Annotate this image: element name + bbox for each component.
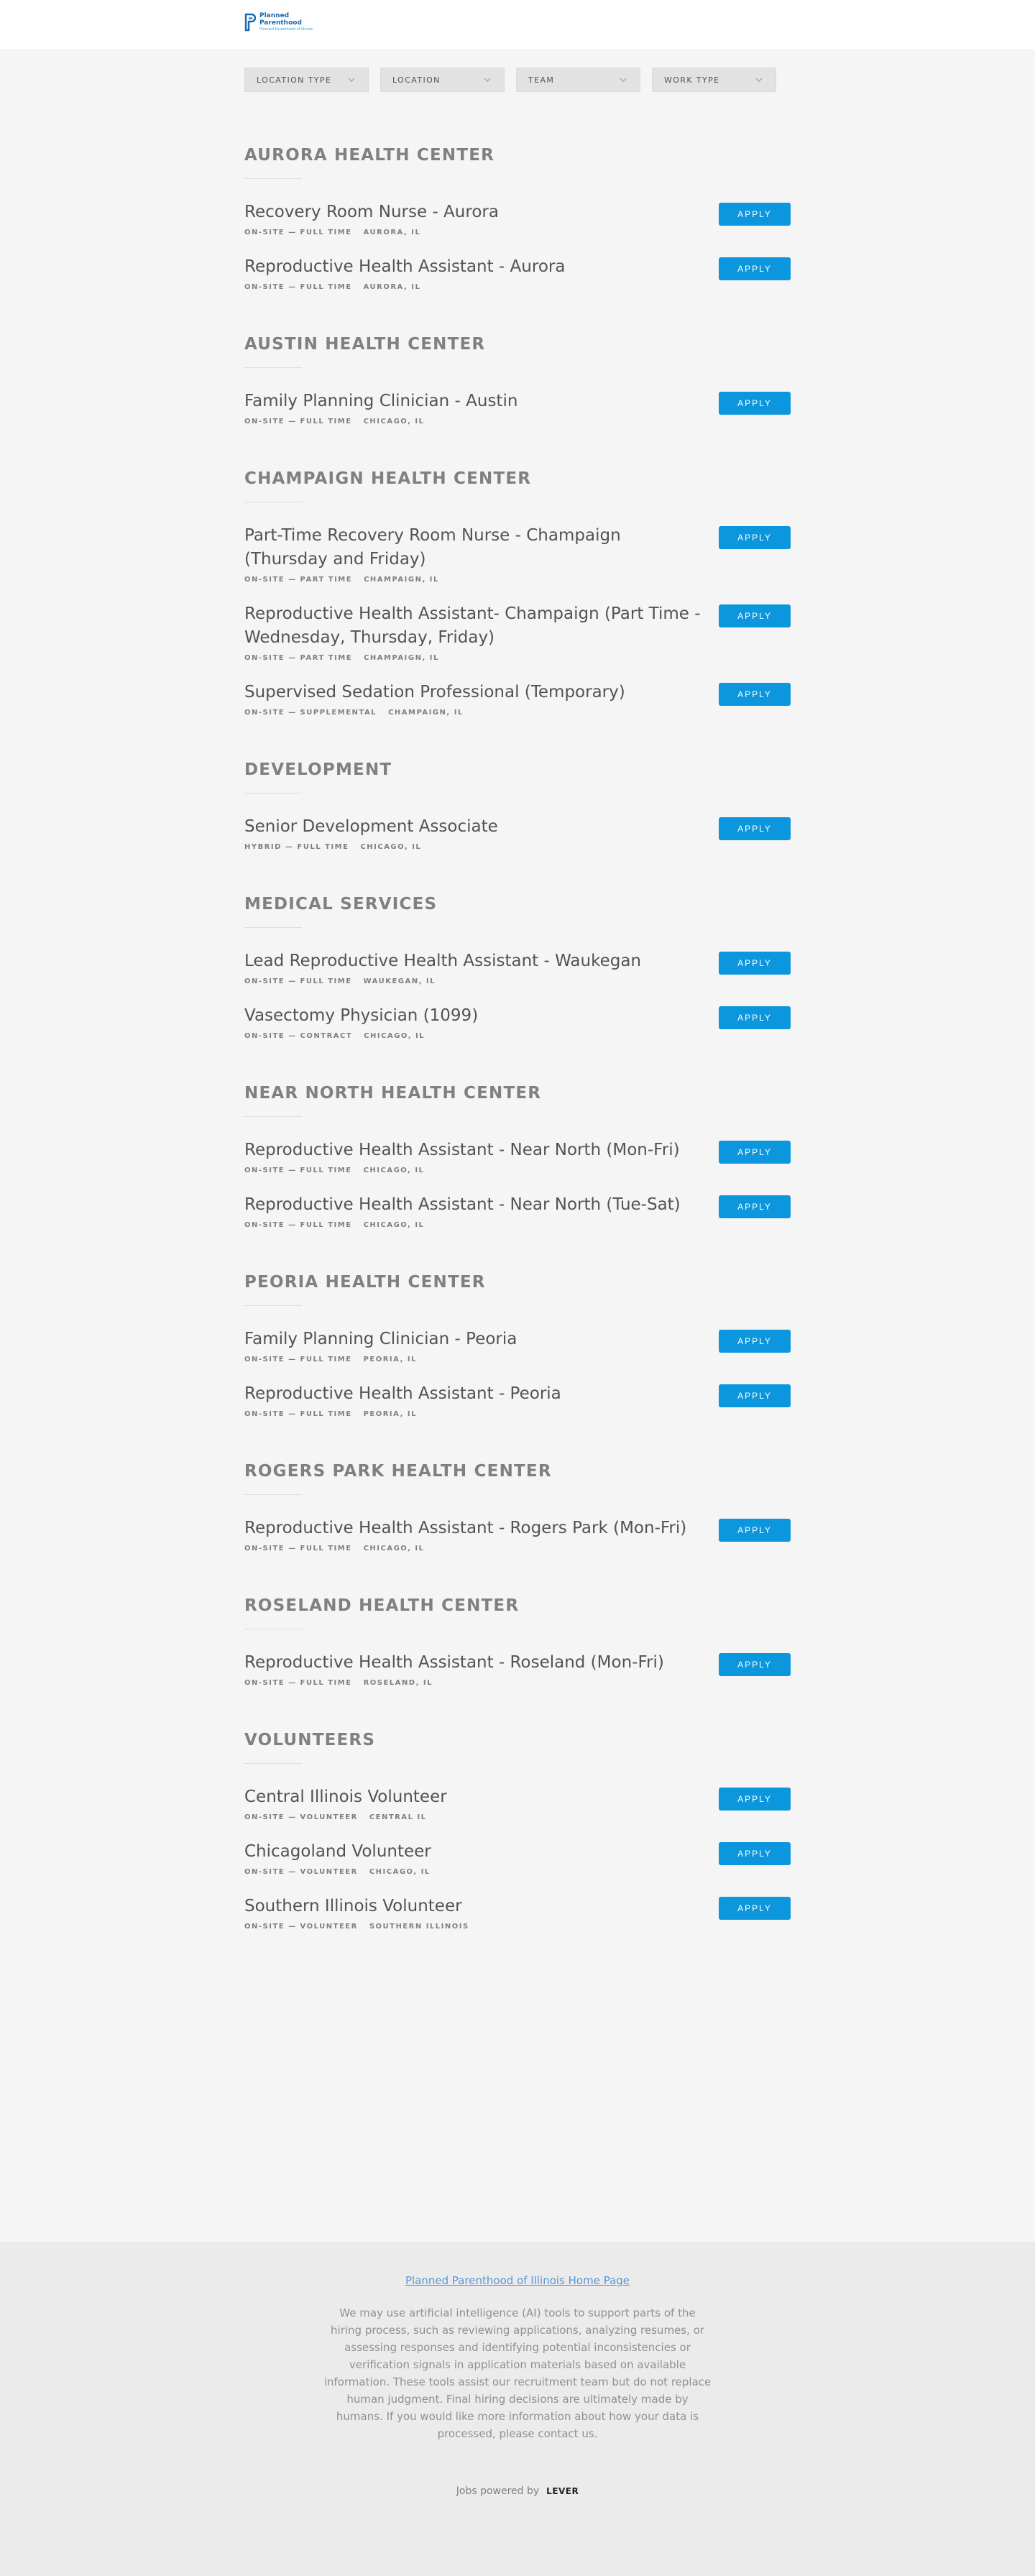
posting-location: ROSELAND, IL: [363, 1679, 433, 1687]
posting-group: [244, 1457, 791, 1591]
posting-commitment: ON-SITE — FULL TIME: [244, 1679, 352, 1687]
group-spacer: [244, 1571, 791, 1591]
posting-info: [244, 1651, 704, 1687]
posting-group: [244, 1591, 791, 1726]
posting-meta: [244, 843, 704, 851]
group-spacer: [244, 1248, 791, 1268]
posting-location: CHICAGO, IL: [363, 1221, 425, 1229]
group-spacer: [244, 310, 791, 330]
posting-meta: [244, 1167, 704, 1174]
posting-title-link[interactable]: Senior Development Associate: [244, 817, 498, 836]
group-title: CHAMPAIGN HEALTH CENTER: [244, 469, 532, 488]
apply-button[interactable]: APPLY: [719, 817, 791, 840]
posting-title-link[interactable]: Reproductive Health Assistant- Champaign (Part Time - Wednesday, Thursday, Friday): [244, 604, 701, 647]
logo-text: [259, 12, 313, 32]
posting-group: [244, 755, 791, 890]
posting-location: PEORIA, IL: [363, 1356, 417, 1363]
posting-commitment: ON-SITE — FULL TIME: [244, 1221, 352, 1229]
posting-meta: [244, 229, 704, 236]
posting-info: [244, 1193, 704, 1229]
job-posting: [244, 681, 791, 717]
posting-location: CHICAGO, IL: [360, 843, 422, 851]
filter-label: LOCATION: [392, 75, 441, 85]
posting-location: WAUKEGAN, IL: [363, 978, 436, 985]
posting-info: [244, 1840, 704, 1876]
posting-title-link[interactable]: Part-Time Recovery Room Nurse - Champaign (Thursday and Friday): [244, 526, 621, 569]
job-posting: [244, 390, 791, 426]
job-posting: [244, 1382, 791, 1418]
apply-button[interactable]: APPLY: [719, 604, 791, 627]
posting-meta: [244, 418, 704, 426]
posting-location: CHAMPAIGN, IL: [364, 654, 439, 662]
posting-location: AURORA, IL: [363, 283, 421, 291]
job-posting: [244, 1895, 791, 1931]
posting-info: [244, 255, 704, 291]
logo-p-icon: [244, 13, 256, 32]
filter-label: WORK TYPE: [664, 75, 720, 85]
posting-title-link[interactable]: Family Planning Clinician - Peoria: [244, 1330, 518, 1348]
powered-by: [323, 2485, 712, 2497]
posting-info: [244, 201, 704, 236]
posting-commitment: ON-SITE — FULL TIME: [244, 1167, 352, 1174]
posting-location: CHICAGO, IL: [363, 1167, 425, 1174]
posting-location: CHICAGO, IL: [364, 1032, 426, 1040]
group-divider: [244, 367, 302, 368]
posting-info: [244, 1004, 704, 1040]
posting-commitment: HYBRID — FULL TIME: [244, 843, 349, 851]
job-posting: [244, 1517, 791, 1552]
job-posting: [244, 1651, 791, 1687]
posting-meta: [244, 1923, 704, 1931]
posting-meta: [244, 1356, 704, 1363]
posting-group: [244, 1726, 791, 1969]
posting-title-link[interactable]: Central Illinois Volunteer: [244, 1788, 447, 1806]
posting-title-link[interactable]: Reproductive Health Assistant - Roseland (Mon-Fri): [244, 1653, 664, 1672]
posting-info: [244, 602, 704, 662]
powered-by-text: Jobs powered by: [456, 2485, 540, 2497]
posting-commitment: ON-SITE — VOLUNTEER: [244, 1813, 358, 1821]
posting-info: [244, 1328, 704, 1363]
main-content: [244, 50, 791, 1969]
job-posting: [244, 602, 791, 662]
group-divider: [244, 1494, 302, 1495]
posting-location: CHICAGO, IL: [363, 418, 425, 426]
apply-button[interactable]: APPLY: [719, 1788, 791, 1811]
group-divider: [244, 1305, 302, 1306]
footer: [0, 2242, 1035, 2576]
posting-commitment: ON-SITE — SUPPLEMENTAL: [244, 709, 377, 717]
posting-commitment: ON-SITE — CONTRACT: [244, 1032, 353, 1040]
posting-info: [244, 1517, 704, 1552]
group-title: AUSTIN HEALTH CENTER: [244, 335, 486, 354]
job-posting: [244, 1138, 791, 1174]
apply-button[interactable]: APPLY: [719, 526, 791, 549]
group-title: DEVELOPMENT: [244, 760, 392, 779]
posting-location: PEORIA, IL: [363, 1410, 417, 1418]
group-divider: [244, 927, 302, 928]
group-spacer: [244, 444, 791, 464]
posting-location: CENTRAL IL: [369, 1813, 427, 1821]
filter-label: LOCATION TYPE: [257, 75, 332, 85]
apply-button[interactable]: APPLY: [719, 1195, 791, 1218]
group-title: NEAR NORTH HEALTH CENTER: [244, 1084, 542, 1103]
posting-location: AURORA, IL: [363, 229, 421, 236]
home-page-link[interactable]: Planned Parenthood of Illinois Home Page: [405, 2274, 630, 2287]
posting-commitment: ON-SITE — FULL TIME: [244, 1545, 352, 1552]
posting-group: [244, 890, 791, 1079]
posting-commitment: ON-SITE — PART TIME: [244, 576, 353, 584]
posting-meta: [244, 283, 704, 291]
posting-meta: [244, 576, 704, 584]
job-posting: [244, 949, 791, 985]
posting-meta: [244, 1032, 704, 1040]
chevron-down-icon: [484, 78, 491, 82]
posting-info: [244, 1785, 704, 1821]
group-spacer: [244, 735, 791, 755]
job-posting: [244, 201, 791, 236]
apply-button[interactable]: APPLY: [719, 1897, 791, 1920]
group-spacer: [244, 1949, 791, 1969]
posting-info: [244, 681, 704, 717]
job-posting: [244, 255, 791, 291]
lever-logo[interactable]: LEVER: [546, 2486, 579, 2496]
job-posting: [244, 1004, 791, 1040]
posting-commitment: ON-SITE — VOLUNTEER: [244, 1923, 358, 1931]
job-posting: [244, 815, 791, 851]
group-spacer: [244, 1437, 791, 1457]
posting-location: CHICAGO, IL: [363, 1545, 425, 1552]
group-spacer: [244, 870, 791, 890]
filter-label: TEAM: [528, 75, 555, 85]
apply-button[interactable]: APPLY: [719, 1653, 791, 1676]
posting-title-link[interactable]: Reproductive Health Assistant - Near North (Tue-Sat): [244, 1195, 681, 1214]
apply-button[interactable]: APPLY: [719, 257, 791, 280]
group-title: ROSELAND HEALTH CENTER: [244, 1596, 520, 1615]
filter-work-type[interactable]: [652, 68, 776, 92]
apply-button[interactable]: APPLY: [719, 203, 791, 226]
ai-disclaimer: We may use artificial intelligence (AI) tools to support parts of the hiring process, such as reviewing applications, analyzing resumes, or assessing responses and identifying potential inconsistencies or verification signals in application materials based on available information. These tools assist our recruitment team but do not replace human judgment. Final hiring decisions are ultimately made by humans. If you would like more information about how your data is processed, please contact us.: [323, 2306, 712, 2440]
posting-title-link[interactable]: Supervised Sedation Professional (Temporary): [244, 683, 625, 702]
group-divider: [244, 1116, 302, 1117]
apply-button[interactable]: APPLY: [719, 1519, 791, 1542]
filter-location[interactable]: [380, 68, 505, 92]
apply-button[interactable]: APPLY: [719, 392, 791, 415]
group-title: AURORA HEALTH CENTER: [244, 146, 495, 165]
posting-location: CHAMPAIGN, IL: [364, 576, 439, 584]
apply-button[interactable]: APPLY: [719, 1330, 791, 1353]
group-title: PEORIA HEALTH CENTER: [244, 1273, 486, 1292]
company-logo[interactable]: [244, 0, 791, 32]
posting-info: [244, 815, 704, 851]
posting-info: [244, 949, 704, 985]
posting-commitment: ON-SITE — FULL TIME: [244, 1410, 352, 1418]
group-title: MEDICAL SERVICES: [244, 895, 438, 914]
group-divider: [244, 178, 302, 179]
posting-meta: [244, 978, 704, 985]
posting-group: [244, 141, 791, 330]
job-posting: [244, 1193, 791, 1229]
posting-info: [244, 524, 704, 584]
apply-button[interactable]: APPLY: [719, 1842, 791, 1865]
apply-button[interactable]: APPLY: [719, 683, 791, 706]
posting-meta: [244, 1813, 704, 1821]
posting-title-link[interactable]: Vasectomy Physician (1099): [244, 1006, 479, 1025]
posting-group: [244, 1268, 791, 1457]
posting-info: [244, 390, 704, 426]
posting-commitment: ON-SITE — FULL TIME: [244, 283, 352, 291]
posting-commitment: ON-SITE — PART TIME: [244, 654, 353, 662]
posting-location: SOUTHERN ILLINOIS: [369, 1923, 469, 1931]
posting-group: [244, 330, 791, 464]
posting-commitment: ON-SITE — FULL TIME: [244, 1356, 352, 1363]
apply-button[interactable]: APPLY: [719, 1141, 791, 1164]
posting-title-link[interactable]: Southern Illinois Volunteer: [244, 1897, 462, 1915]
posting-commitment: ON-SITE — VOLUNTEER: [244, 1868, 358, 1876]
group-spacer: [244, 1706, 791, 1726]
postings-list: [244, 141, 791, 1969]
filter-bar: [244, 50, 791, 141]
posting-meta: [244, 1545, 704, 1552]
posting-title-link[interactable]: Reproductive Health Assistant - Aurora: [244, 257, 566, 276]
posting-group: [244, 464, 791, 755]
posting-title-link[interactable]: Reproductive Health Assistant - Near North (Mon-Fri): [244, 1141, 680, 1159]
posting-title-link[interactable]: Family Planning Clinician - Austin: [244, 392, 518, 410]
posting-title-link[interactable]: Reproductive Health Assistant - Peoria: [244, 1384, 561, 1403]
posting-commitment: ON-SITE — FULL TIME: [244, 418, 352, 426]
apply-button[interactable]: APPLY: [719, 1384, 791, 1407]
apply-button[interactable]: APPLY: [719, 1006, 791, 1029]
posting-location: CHAMPAIGN, IL: [388, 709, 464, 717]
posting-info: [244, 1138, 704, 1174]
job-posting: [244, 1840, 791, 1876]
group-title: VOLUNTEERS: [244, 1731, 376, 1749]
group-title: ROGERS PARK HEALTH CENTER: [244, 1462, 552, 1481]
top-bar: [0, 0, 1035, 50]
group-divider: [244, 793, 302, 794]
posting-title-link[interactable]: Chicagoland Volunteer: [244, 1842, 431, 1861]
apply-button[interactable]: APPLY: [719, 952, 791, 975]
chevron-down-icon: [755, 78, 763, 82]
posting-info: [244, 1895, 704, 1931]
job-posting: [244, 524, 791, 584]
posting-meta: [244, 1221, 704, 1229]
logo-name: Planned Parenthood: [259, 12, 302, 27]
posting-location: CHICAGO, IL: [369, 1868, 431, 1876]
chevron-down-icon: [348, 78, 355, 82]
posting-group: [244, 1079, 791, 1268]
posting-meta: [244, 709, 704, 717]
posting-meta: [244, 654, 704, 662]
group-divider: [244, 1763, 302, 1764]
filter-team[interactable]: [516, 68, 640, 92]
logo-sub: Planned Parenthood of Illinois: [259, 27, 313, 32]
posting-title-link[interactable]: Lead Reproductive Health Assistant - Waukegan: [244, 952, 641, 970]
chevron-down-icon: [620, 78, 627, 82]
posting-title-link[interactable]: Recovery Room Nurse - Aurora: [244, 203, 499, 221]
posting-commitment: ON-SITE — FULL TIME: [244, 978, 352, 985]
posting-meta: [244, 1410, 704, 1418]
posting-info: [244, 1382, 704, 1418]
job-posting: [244, 1785, 791, 1821]
posting-meta: [244, 1868, 704, 1876]
group-spacer: [244, 1059, 791, 1079]
posting-title-link[interactable]: Reproductive Health Assistant - Rogers Park (Mon-Fri): [244, 1519, 687, 1537]
filter-location-type[interactable]: [244, 68, 369, 92]
posting-commitment: ON-SITE — FULL TIME: [244, 229, 352, 236]
job-posting: [244, 1328, 791, 1363]
posting-meta: [244, 1679, 704, 1687]
